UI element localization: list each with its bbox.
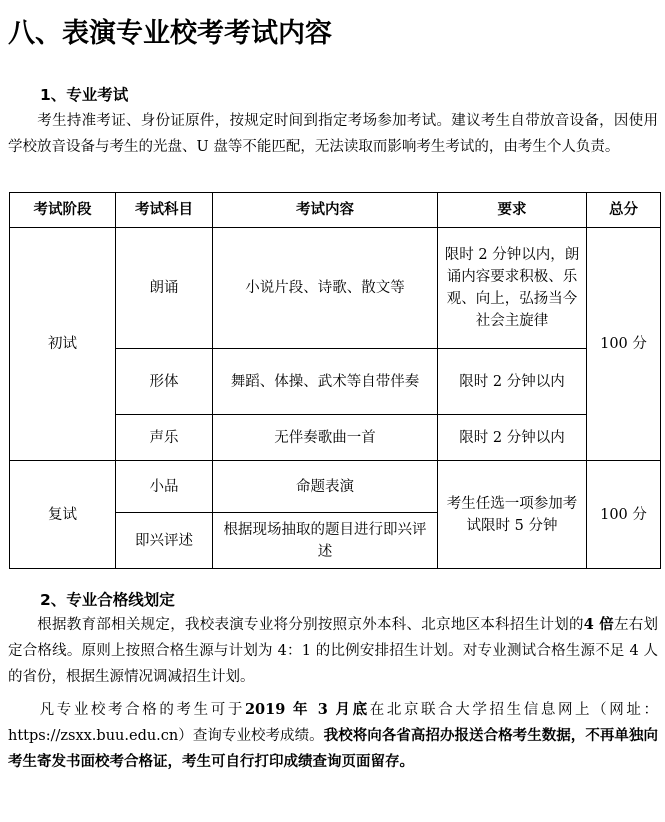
header-requirement: 要求 [438,193,587,228]
section-heading-exam: 1、专业考试 [40,86,129,104]
results-date: 2019 年 3 月底 [244,701,370,718]
cutoff-text-a: 根据教育部相关规定，我校表演专业将分别按照京外本科、北京地区本科招生计划的 [37,617,584,633]
subject-cell: 朗诵 [116,228,213,349]
table-row [10,461,661,513]
exam-content-table [9,192,661,569]
page-title: 八、表演专业校考考试内容 [8,18,332,49]
results-text-a: 凡专业校考合格的考生可于 [37,702,245,718]
results-text-b: 在北京联合大学招生信息网上（网址：https://zsxx.buu.edu.cn）查询专业校考成绩。 [8,702,659,744]
requirement-cell: 限时 2 分钟以内，朗诵内容要求积极、乐观、向上，弘扬当今社会主旋律 [438,228,587,349]
content-cell: 小说片段、诗歌、散文等 [213,228,438,349]
total-cell: 100 分 [587,461,661,569]
content-cell: 命题表演 [213,461,438,513]
stage-cell: 初试 [10,228,116,461]
cutoff-text-b: 左右划定合格线。原则上按照合格生源与计划为 4：1 的比例安排招生计划。对专业测试合格生源不足 4 人的省份，根据生源情况调减招生计划。 [8,617,659,685]
subject-cell: 形体 [116,349,213,415]
table-row [10,228,661,349]
table-header-row [10,193,661,228]
cutoff-multiplier: 4 倍 [583,616,614,633]
subject-cell: 即兴评述 [116,513,213,569]
total-cell: 100 分 [587,228,661,461]
header-stage: 考试阶段 [10,193,116,228]
section-heading-cutoff: 2、专业合格线划定 [40,591,175,609]
header-total: 总分 [587,193,661,228]
subject-cell: 小品 [116,461,213,513]
exam-instructions-text: 考生持准考证、身份证原件，按规定时间到指定考场参加考试。建议考生自带放音设备，因使用学校放音设备与考生的光盘、U 盘等不能匹配，无法读取而影响考生考试的，由考生个人负责。 [8,113,658,155]
content-cell: 舞蹈、体操、武术等自带伴奏 [213,349,438,415]
exam-instructions [8,108,658,160]
requirement-cell: 限时 2 分钟以内 [438,415,587,461]
requirement-cell: 限时 2 分钟以内 [438,349,587,415]
stage-cell: 复试 [10,461,116,569]
requirement-cell: 考生任选一项参加考试限时 5 分钟 [438,461,587,569]
content-cell: 无伴奏歌曲一首 [213,415,438,461]
results-paragraph [8,697,658,775]
cutoff-paragraph [8,612,658,690]
header-subject: 考试科目 [116,193,213,228]
content-cell: 根据现场抽取的题目进行即兴评述 [213,513,438,569]
subject-cell: 声乐 [116,415,213,461]
results-notice: 我校将向各省高招办报送合格考生数据，不再单独向考生寄发书面校考合格证，考生可自行打印成绩查询页面留存。 [8,727,658,770]
header-content: 考试内容 [213,193,438,228]
